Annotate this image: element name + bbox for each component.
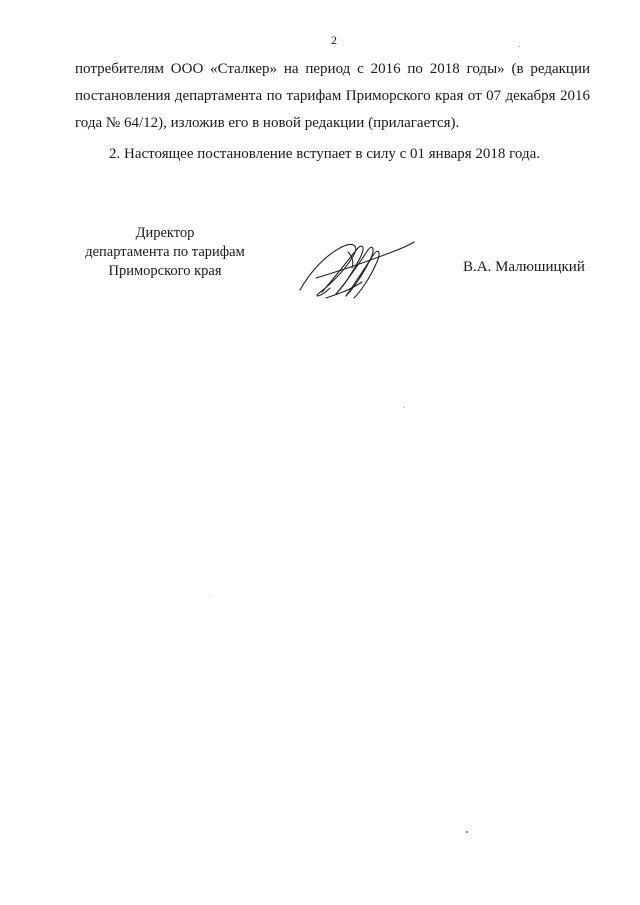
- signatory-title-line: Приморского края: [108, 263, 222, 279]
- signatory-title: [60, 224, 270, 281]
- scan-speck: [519, 46, 520, 47]
- signer-name: В.А. Малюшицкий: [463, 259, 585, 275]
- scan-speck: [403, 407, 404, 408]
- signatory-title-line: Директор: [135, 225, 195, 241]
- paragraph-line: года № 64/12), изложив его в новой редакции (прилагается).: [75, 115, 460, 131]
- scan-speck: [466, 831, 468, 833]
- paragraph-line: потребителям ООО «Сталкер» на период с 2016 по 2018 годы» (в редакции: [75, 61, 590, 77]
- handwritten-signature-icon: [296, 232, 416, 302]
- signatory-title-line: департамента по тарифам: [85, 244, 245, 260]
- paragraph-continuation: [75, 56, 590, 137]
- page-number: 2: [331, 33, 337, 47]
- scan-speck: [210, 596, 211, 597]
- paragraph-line: постановления департамента по тарифам Приморского края от 07 декабря 2016: [75, 88, 590, 104]
- paragraph-effective-date: 2. Настоящее постановление вступает в силу с 01 января 2018 года.: [109, 146, 541, 162]
